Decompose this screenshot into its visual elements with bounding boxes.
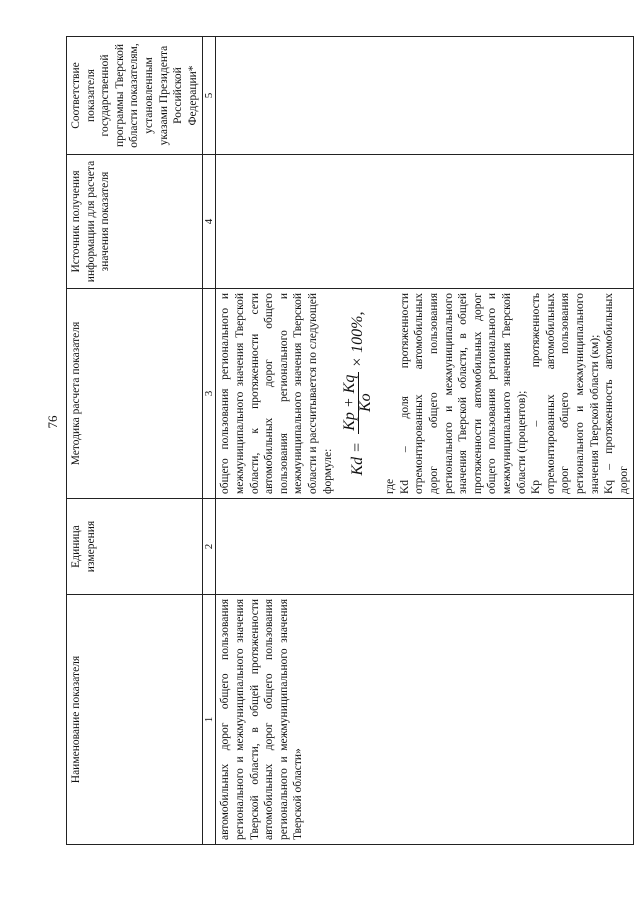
rotated-table-container <box>66 37 630 845</box>
method-where: где <box>384 478 397 494</box>
header-indicator-name: Наименование показателя <box>67 595 203 845</box>
source-cell <box>216 155 634 289</box>
formula-tail: × 100%, <box>348 311 366 368</box>
table-row <box>216 37 634 845</box>
unit-cell <box>216 499 634 595</box>
column-number: 4 <box>203 155 216 289</box>
formula-equals: = <box>348 442 366 452</box>
indicator-table <box>66 36 634 845</box>
method-intro: общего пользования регионального и межмуниципального значения Тверской области, к протяженности сети автомобильных дорог общего пользования регионального и межмуниципального значения Тверской области и рассчитывается по следующей формуле: <box>219 293 334 494</box>
formula-denominator: Ko <box>356 393 374 413</box>
header-unit: Единица измерения <box>67 499 203 595</box>
indicator-name-cell: автомобильных дорог общего пользования регионального и межмуниципального значения Тверской области, в общей протяженности автомобильных дорог общего пользования регионального и межмуниципального значения Тверской области» <box>216 595 634 845</box>
column-number-row <box>203 37 216 845</box>
page-number: 76 <box>45 415 60 429</box>
formula-numerator: Kp + Kq <box>343 372 359 434</box>
header-method: Методика расчета показателя <box>67 289 203 499</box>
method-kd-definition: Kd – доля протяженности отремонтированных автомобильных дорог общего пользования регионального и межмуниципального значения Тверской области, в общей протяженности автомобильных дорог общего пользования регионального и межмуниципального значения Тверской области (процентов); <box>398 293 528 494</box>
formula-fraction <box>343 372 373 434</box>
header-source: Источник получения информации для расчета значения показателя <box>67 155 203 289</box>
header-compliance: Соответствие показателя государственной программы Тверской области показателям, установленным указами Президента Российской Федерации* <box>67 37 203 155</box>
formula <box>343 293 373 494</box>
method-kp-definition: Kp – протяженность отремонтированных автомобильных дорог общего пользования регионального и межмуниципального значения Тверской области (км); <box>530 293 601 494</box>
table-header-row <box>67 37 203 845</box>
column-number: 3 <box>203 289 216 499</box>
method-cell <box>216 289 634 499</box>
column-number: 5 <box>203 37 216 155</box>
column-number: 1 <box>203 595 216 845</box>
column-number: 2 <box>203 499 216 595</box>
compliance-cell <box>216 37 634 155</box>
formula-lhs: Kd <box>348 456 366 476</box>
method-kq-definition: Kq – протяженность автомобильных дорог <box>603 293 630 494</box>
